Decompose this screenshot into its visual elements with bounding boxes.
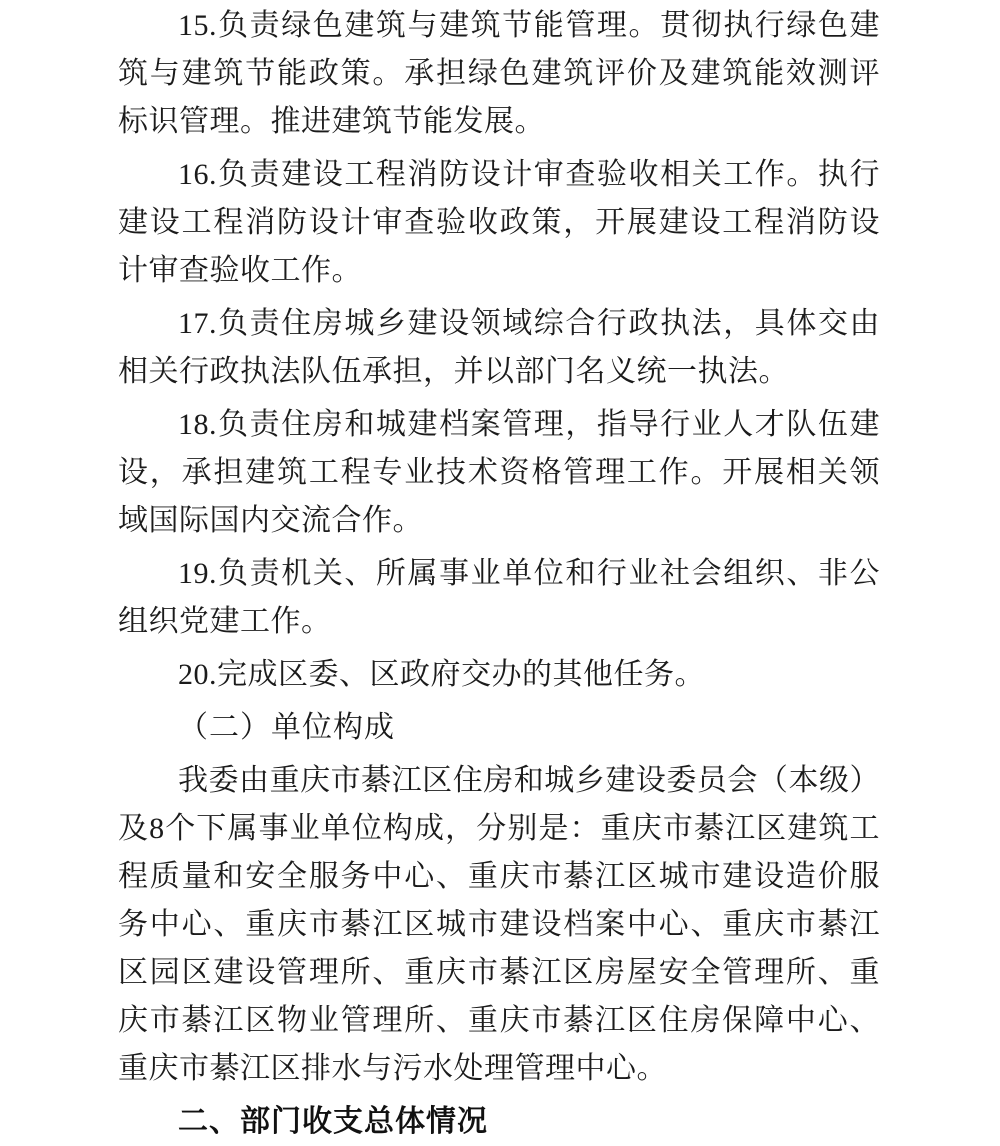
section-heading-budget-overview: 二、部门收支总体情况 — [178, 1105, 488, 1138]
duty-item-16: 16.负责建设工程消防设计审查验收相关工作。执行建设工程消防设计审查验收政策，开展建设工程消防设计审查验收工作。 — [118, 158, 880, 287]
unit-composition-paragraph: 我委由重庆市綦江区住房和城乡建设委员会（本级）及8个下属事业单位构成，分别是：重庆市綦江区建筑工程质量和安全服务中心、重庆市綦江区城市建设造价服务中心、重庆市綦江区城市建设档案中心、重庆市綦江区园区建设管理所、重庆市綦江区房屋安全管理所、重庆市綦江区物业管理所、重庆市綦江区住房保障中心、重庆市綦江区排水与污水处理管理中心。 — [118, 764, 880, 1085]
duty-item-20: 20.完成区委、区政府交办的其他任务。 — [178, 658, 705, 691]
subsection-heading-unit-composition: （二）单位构成 — [178, 711, 395, 744]
duty-item-15: 15.负责绿色建筑与建筑节能管理。贯彻执行绿色建筑与建筑节能政策。承担绿色建筑评价及建筑能效测评标识管理。推进建筑节能发展。 — [118, 9, 880, 138]
duty-item-19: 19.负责机关、所属事业单位和行业社会组织、非公组织党建工作。 — [118, 557, 880, 638]
duty-item-17: 17.负责住房城乡建设领域综合行政执法，具体交由相关行政执法队伍承担，并以部门名义统一执法。 — [118, 307, 880, 388]
duty-item-18: 18.负责住房和城建档案管理，指导行业人才队伍建设，承担建筑工程专业技术资格管理工作。开展相关领域国际国内交流合作。 — [118, 408, 880, 537]
